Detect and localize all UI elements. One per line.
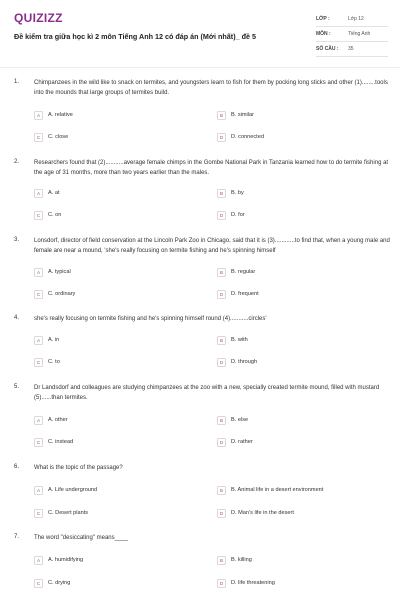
option-letter-box: D [217,358,226,367]
option-c[interactable] [34,436,73,448]
header-divider [0,67,400,68]
option-letter-box: C [34,509,43,518]
option-text: D. through [231,359,258,365]
option-b[interactable] [217,266,255,278]
quizizz-logo: QUIZIZZ [14,11,63,25]
option-a[interactable] [34,554,83,566]
question-text: Chimpanzees in the wild like to snack on termites, and youngsters learn to fish for them by pocking long sticks and other (1)........tools into the mounds that large groups of termites build. [34,80,388,96]
option-letter-box: B [217,336,226,345]
meta-label: SỐ CÂU : [316,46,339,52]
question-text: Researchers found that (2)...........average female chimps in the Gombe National Park in Tanzania learned how to do termite fishing at the age of 31 months, more than two years earlier than the males. [34,160,389,176]
option-a[interactable] [34,484,97,496]
question-number: 2. [14,159,20,165]
question-number: 3. [14,237,20,243]
option-a[interactable] [34,109,73,121]
option-text: C. ordinary [48,291,76,297]
option-text: C. instead [48,439,74,445]
meta-value: 35 [348,46,354,52]
option-text: A. at [48,190,60,196]
option-text: A. relative [48,112,73,118]
question-number: 5. [14,384,20,390]
option-text: C. close [48,134,69,140]
option-text: C. Desert plants [48,510,89,516]
option-letter-box: A [34,111,43,120]
option-letter-box: B [217,268,226,277]
option-c[interactable] [34,577,70,589]
meta-label: MÔN : [316,31,331,37]
option-d[interactable] [217,288,259,300]
meta-row-subject [316,27,388,42]
option-text: D. life threatening [231,580,275,586]
option-text: A. Life underground [48,487,98,493]
option-b[interactable] [217,187,244,199]
option-d[interactable] [217,507,294,519]
option-c[interactable] [34,131,68,143]
option-letter-box: B [217,111,226,120]
option-d[interactable] [217,577,275,589]
option-b[interactable] [217,484,323,496]
question-number: 1. [14,79,20,85]
option-letter-box: B [217,556,226,565]
question-number: 6. [14,464,20,470]
option-d[interactable] [217,209,245,221]
option-text: B. with [231,337,248,343]
meta-row-class [316,12,388,27]
option-b[interactable] [217,554,252,566]
meta-row-question-count [316,42,388,57]
option-b[interactable] [217,109,254,121]
option-d[interactable] [217,356,257,368]
option-text: C. on [48,212,62,218]
option-c[interactable] [34,356,60,368]
option-letter-box: C [34,438,43,447]
option-letter-box: C [34,290,43,299]
question-text: The word "desiccating" means____ [34,535,128,541]
option-c[interactable] [34,209,61,221]
option-a[interactable] [34,334,59,346]
option-text: D. frequent [231,291,259,297]
option-a[interactable] [34,187,60,199]
option-text: A. humidifying [48,557,84,563]
option-letter-box: C [34,133,43,142]
question-text: Dr Landsdorf and colleagues are studying chimpanzees at the zoo with a new, specially created termite mound, filled with mustard (5)......than termites. [34,385,380,401]
option-text: D. for [231,212,245,218]
option-b[interactable] [217,334,248,346]
option-text: B. regular [231,269,256,275]
option-letter-box: D [217,579,226,588]
option-letter-box: A [34,486,43,495]
option-text: D. Man's life in the desert [231,510,294,516]
option-letter-box: A [34,189,43,198]
option-b[interactable] [217,414,248,426]
meta-value: Tiếng Anh [348,31,371,37]
option-text: D. connected [231,134,264,140]
worksheet-meta [316,12,388,57]
option-text: B. killing [231,557,252,563]
option-text: A. other [48,417,68,423]
option-letter-box: D [217,509,226,518]
question-text: she's really focusing on termite fishing and he's spinning himself round (4)...........circles' [34,316,267,322]
option-c[interactable] [34,288,75,300]
option-text: A. typical [48,269,71,275]
worksheet-header [0,0,400,66]
option-d[interactable] [217,131,264,143]
option-d[interactable] [217,436,253,448]
option-letter-box: A [34,416,43,425]
option-text: B. similar [231,112,254,118]
option-text: C. to [48,359,60,365]
meta-label: LỚP : [316,16,330,22]
option-letter-box: C [34,358,43,367]
option-text: D. rather [231,439,253,445]
meta-value: Lớp 12 [348,16,364,22]
question-number: 4. [14,315,20,321]
option-letter-box: D [217,133,226,142]
option-letter-box: B [217,486,226,495]
option-text: B. else [231,417,249,423]
option-text: B. Animal life in a desert environment [231,487,324,493]
option-letter-box: B [217,416,226,425]
worksheet-title: Đề kiểm tra giữa học kì 2 môn Tiếng Anh 12 có đáp án (Mới nhất)_ đề 5 [14,32,256,41]
question-text: Lonsdorf, director of field conservation at the Lincoln Park Zoo in Chicago, said that it is (3)............to find that, when a young male and female are near a mound, 'she's really focusing on termite fishing and he's spinning himself [34,238,390,254]
option-a[interactable] [34,266,71,278]
option-text: A. in [48,337,60,343]
option-letter-box: A [34,336,43,345]
option-letter-box: D [217,290,226,299]
option-a[interactable] [34,414,68,426]
option-letter-box: D [217,211,226,220]
question-number: 7. [14,534,20,540]
option-letter-box: A [34,268,43,277]
option-text: C. drying [48,580,71,586]
question-text: What is the topic of the passage? [34,465,123,471]
option-c[interactable] [34,507,88,519]
option-letter-box: A [34,556,43,565]
option-letter-box: C [34,579,43,588]
option-text: B. by [231,190,244,196]
option-letter-box: D [217,438,226,447]
option-letter-box: B [217,189,226,198]
option-letter-box: C [34,211,43,220]
